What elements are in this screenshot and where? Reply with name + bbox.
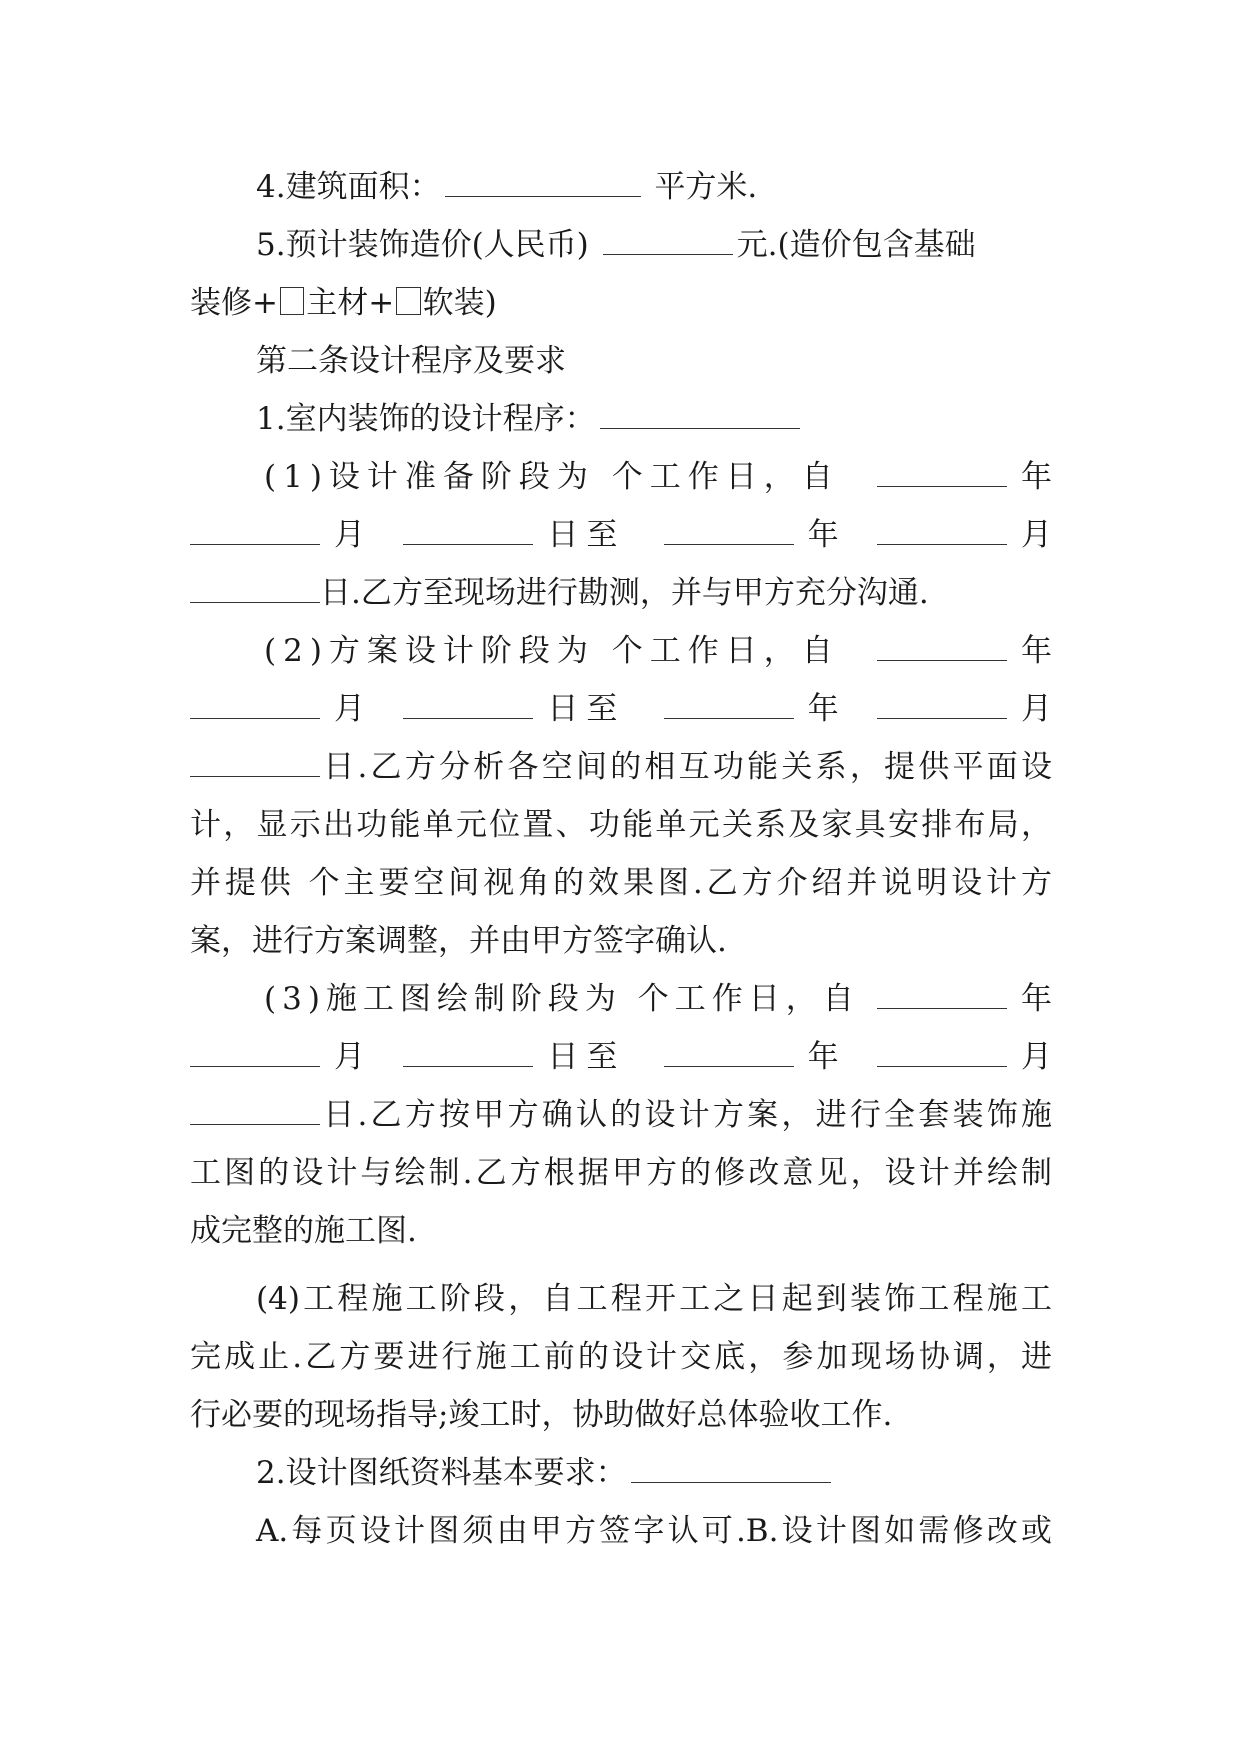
- design-procedure-label: 1.室内装饰的设计程序：: [256, 401, 596, 437]
- stage-1-desc: 日.乙方至现场进行勘测，并与甲方充分沟通.: [320, 575, 929, 611]
- year-label: 年: [807, 691, 839, 727]
- checkbox-main-material: [280, 287, 304, 314]
- checkbox-soft-decoration: [396, 287, 420, 314]
- cost-part-3: 软装): [422, 285, 497, 321]
- year-label: 年: [807, 1039, 839, 1075]
- stage-4-line-3: [190, 1386, 1052, 1444]
- blank: [877, 1038, 1007, 1067]
- month-label: 月: [1020, 1039, 1052, 1075]
- cost-unit-text: 元.(造价包含基础: [736, 227, 976, 263]
- blank: [664, 690, 794, 719]
- day-to-label: 日至: [547, 517, 626, 553]
- stage-3-dates: [190, 1028, 1052, 1086]
- month-label: 月: [334, 1039, 365, 1075]
- stage-2-head: [264, 622, 1052, 680]
- stage-3-head: [264, 970, 1052, 1028]
- day-to-label: 日至: [547, 1039, 626, 1075]
- blank: [190, 690, 320, 719]
- article-two-title: 第二条设计程序及要求: [256, 343, 566, 379]
- stage-2-text: (2)方案设计阶段为 个工作日，自: [264, 633, 840, 669]
- stage-2-cont-2: [190, 854, 1052, 912]
- cost-part-2: 主材+: [306, 285, 395, 321]
- stage-3-text-2: 成完整的施工图.: [190, 1213, 417, 1249]
- month-label: 月: [334, 691, 365, 727]
- stage-1-dates: [190, 506, 1052, 564]
- blank: [190, 516, 320, 545]
- area-unit: 平方米.: [654, 169, 758, 205]
- stage-2-desc: 日.乙方分析各空间的相互功能关系，提供平面设: [320, 749, 1052, 785]
- month-label: 月: [334, 517, 365, 553]
- stage-3-text-1: 工图的设计与绘制.乙方根据甲方的修改意见，设计并绘制: [190, 1155, 1052, 1191]
- stage-3-desc: 日.乙方按甲方确认的设计方案，进行全套装饰施: [320, 1097, 1052, 1133]
- stage-2-dates: [190, 680, 1052, 738]
- year-label: 年: [1021, 981, 1052, 1017]
- cost-label: 5.预计装饰造价(人民币): [256, 227, 589, 263]
- article-two-heading: [256, 332, 1052, 390]
- stage-4-text-3: 行必要的现场指导;竣工时，协助做好总体验收工作.: [190, 1397, 893, 1433]
- blank: [664, 1038, 794, 1067]
- drawing-requirements-label: 2.设计图纸资料基本要求：: [256, 1455, 627, 1491]
- stage-2-tail: [190, 738, 1052, 796]
- design-procedure-blank: [600, 400, 800, 429]
- stage-4-text-2: 完成止.乙方要进行施工前的设计交底，参加现场协调，进: [190, 1339, 1052, 1375]
- stage-4-text-1: (4)工程施工阶段，自工程开工之日起到装饰工程施工: [256, 1281, 1052, 1317]
- drawing-requirements-blank: [631, 1454, 831, 1483]
- area-line: [256, 158, 1052, 216]
- blank: [877, 632, 1007, 661]
- month-label: 月: [1020, 517, 1052, 553]
- blank: [403, 1038, 533, 1067]
- day-to-label: 日至: [547, 691, 626, 727]
- cost-part-1: 装修+: [190, 285, 278, 321]
- drawing-requirements-a: [256, 1502, 1052, 1560]
- stage-2-text-3: 案，进行方案调整，并由甲方签字确认.: [190, 923, 727, 959]
- drawing-requirements-text: A.每页设计图须由甲方签字认可.B.设计图如需修改或: [256, 1513, 1052, 1549]
- stage-3-cont-1: [190, 1144, 1052, 1202]
- stage-1-head: [264, 448, 1052, 506]
- year-label: 年: [1021, 459, 1052, 495]
- stage-2-cont-1: [190, 796, 1052, 854]
- area-label: 4.建筑面积：: [256, 169, 441, 205]
- cost-line-cont: [190, 274, 1052, 332]
- area-blank: [445, 168, 641, 197]
- blank: [190, 1096, 320, 1125]
- stage-3-cont-2: [190, 1202, 1052, 1260]
- blank: [877, 980, 1007, 1009]
- blank: [877, 516, 1007, 545]
- blank: [877, 690, 1007, 719]
- stage-2-cont-3: [190, 912, 1052, 970]
- blank: [403, 690, 533, 719]
- blank: [403, 516, 533, 545]
- stage-3-text: (3)施工图绘制阶段为 个工作日，自: [264, 981, 860, 1017]
- design-procedure-line: [256, 390, 1052, 448]
- blank: [190, 748, 320, 777]
- stage-4-line-1: [256, 1270, 1052, 1328]
- stage-1-text: (1)设计准备阶段为 个工作日，自: [264, 459, 840, 495]
- cost-blank: [603, 226, 733, 255]
- drawing-requirements-line: [256, 1444, 1052, 1502]
- year-label: 年: [807, 517, 839, 553]
- stage-3-tail: [190, 1086, 1052, 1144]
- blank: [190, 574, 320, 603]
- year-label: 年: [1021, 633, 1052, 669]
- stage-2-text-1: 计，显示出功能单元位置、功能单元关系及家具安排布局，: [190, 807, 1052, 843]
- cost-line: [256, 216, 1052, 274]
- blank: [190, 1038, 320, 1067]
- month-label: 月: [1020, 691, 1052, 727]
- stage-2-text-2: 并提供 个主要空间视角的效果图.乙方介绍并说明设计方: [190, 865, 1052, 901]
- stage-1-tail: [190, 564, 1052, 622]
- blank: [664, 516, 794, 545]
- blank: [877, 458, 1007, 487]
- stage-4-line-2: [190, 1328, 1052, 1386]
